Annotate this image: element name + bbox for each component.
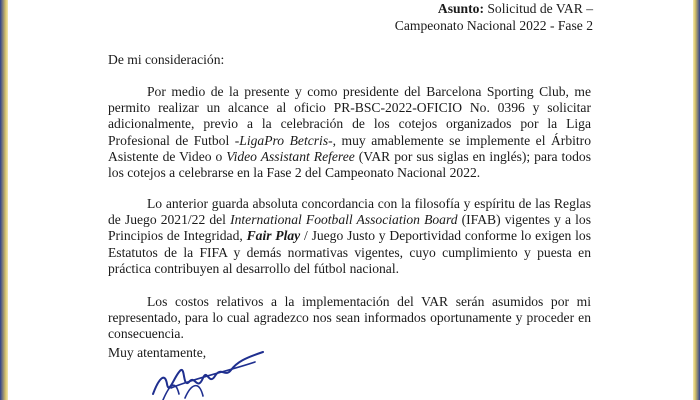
- p1-text-1: Por medio de la presente y como presidente del Barcelona Sporting Club, me permito realizar un alcance al oficio PR-BSC-2022-OFICIO No. 0396 y solicitar adicionalmente, previo a la celebración de los cotejos organizados por la Liga Profesional de Futbol: [108, 84, 591, 148]
- subject-text-1: Solicitud de VAR –: [487, 1, 593, 16]
- p2-text-1: Lo anterior guarda absoluta concordancia con la filosofía y espíritu de las Reglas de Juego 2021/22 del: [108, 196, 591, 228]
- p1-text-3: , muy amablemente se implemente el Árbitro Asistente de Video o: [108, 132, 591, 164]
- subject-line-2: Campeonato Nacional 2022 - Fase 2: [394, 18, 593, 33]
- p1-var-english: Video Assistant Referee: [226, 148, 355, 164]
- p2-text-3: (IFAB) vigentes y a los Principios de Integridad,: [108, 212, 591, 244]
- p2-fair-play: Fair Play: [246, 228, 301, 244]
- closing: Muy atentamente,: [108, 345, 207, 360]
- paragraph-3: Los costos relativos a la implementación del VAR serán asumidos por mi representado, para lo cual agradezco nos sean informados oportunamente y proceder en consecuencia.: [108, 294, 591, 342]
- greeting: De mi consideración:: [108, 52, 225, 67]
- paragraph-2: [108, 196, 591, 277]
- p1-text-5: (VAR por sus siglas en inglés); para todos los cotejos a celebrarse en la Fase 2 del Campeonato Nacional 2022.: [108, 148, 591, 181]
- p2-ifab: International Football Association Board: [230, 212, 458, 228]
- signature-image: [145, 348, 275, 400]
- subject-label: Asunto:: [437, 1, 484, 16]
- subject-line-1: [395, 0, 593, 17]
- paragraph-1: [108, 84, 591, 181]
- p2-text-5: / Juego Justo y Deportividad conforme lo exigen los Estatutos de la FIFA y demás normativas vigentes, cuyo cumplimiento y puesta en práctica contribuyen al desarrollo del fútbol nacional.: [108, 228, 591, 276]
- p1-ligapro: -LigaPro Betcris-: [234, 132, 333, 148]
- subject-block: [395, 0, 593, 34]
